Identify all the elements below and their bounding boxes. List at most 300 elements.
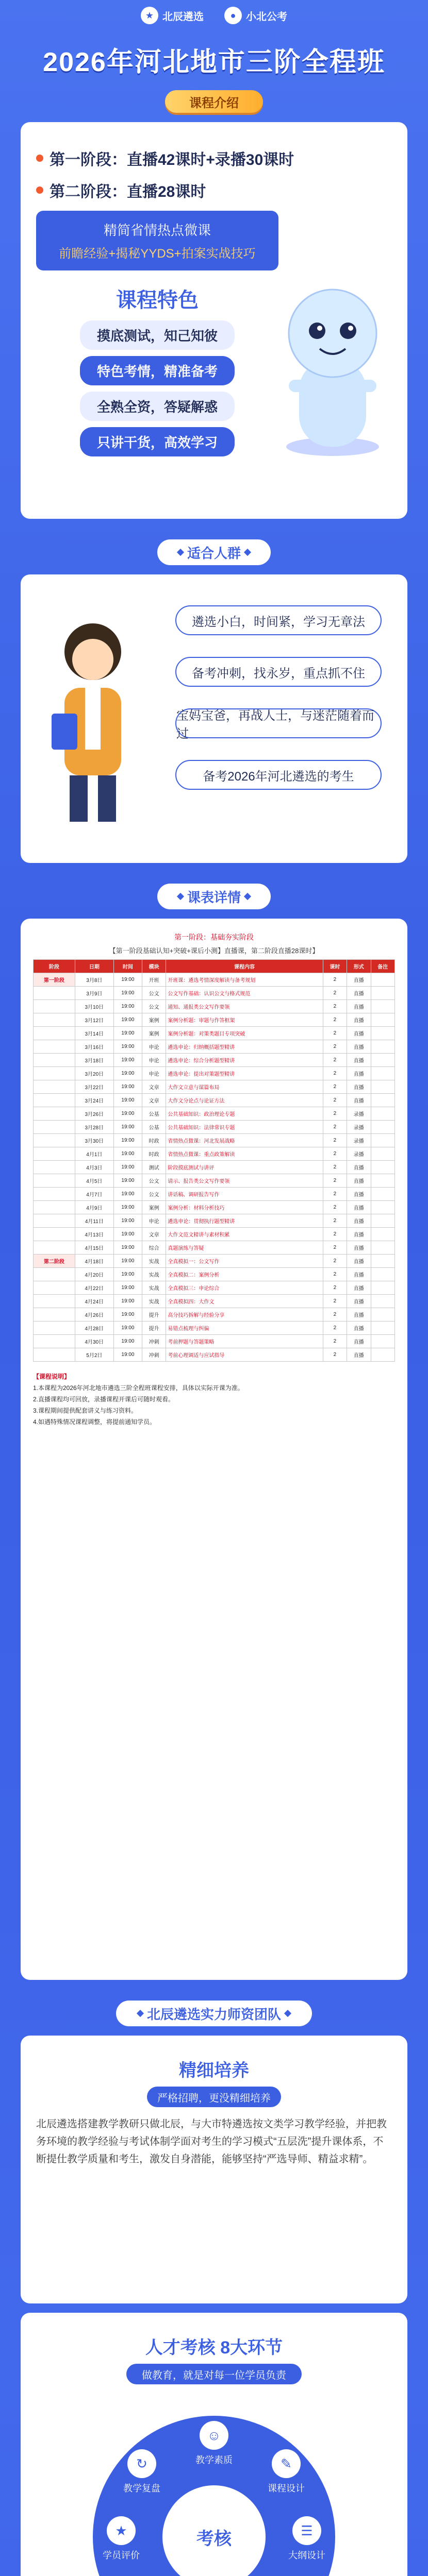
table-cell: 4月26日	[75, 1308, 113, 1321]
table-cell: 公基	[142, 1107, 166, 1121]
table-cell	[371, 1121, 395, 1134]
table-cell: 综合	[142, 1241, 166, 1255]
table-cell: 2	[323, 1161, 347, 1174]
table-cell: 提升	[142, 1321, 166, 1335]
table-cell: 直播	[347, 1161, 371, 1174]
table-cell	[34, 1013, 75, 1027]
table-cell: 易错点梳理与纠偏	[166, 1321, 323, 1335]
audience-item: 备考2026年河北遴选的考生	[175, 760, 382, 790]
table-cell	[34, 1228, 75, 1241]
stage-1-text: 第一阶段：直播42课时+录播30课时	[50, 151, 294, 168]
refresh-icon: ↻	[127, 2449, 156, 2478]
table-cell: 2	[323, 1214, 347, 1228]
table-cell: 2	[323, 1040, 347, 1054]
table-cell: 申论	[142, 1054, 166, 1067]
table-row	[34, 1013, 395, 1027]
table-cell	[34, 1348, 75, 1362]
team-sub: 严格招聘，更没精细培养	[147, 2087, 281, 2107]
table-row	[34, 1121, 395, 1134]
table-cell	[34, 1241, 75, 1255]
table-cell: 考前押题与答题策略	[166, 1335, 323, 1348]
table-row	[34, 1040, 395, 1054]
table-cell: 公共基础知识：法律常识专题	[166, 1121, 323, 1134]
section-label-intro: 课程介绍	[165, 90, 263, 113]
table-cell: 4月20日	[75, 1268, 113, 1281]
table-cell	[371, 1308, 395, 1321]
table-cell: 公文	[142, 1000, 166, 1013]
table-cell: 直播	[347, 1094, 371, 1107]
table-row	[34, 1268, 395, 1281]
table-cell: 直播	[347, 1174, 371, 1188]
table-cell: 19:00	[113, 1348, 142, 1362]
table-cell: 4月24日	[75, 1295, 113, 1308]
table-cell: 4月30日	[75, 1335, 113, 1348]
table-cell	[371, 1080, 395, 1094]
table-cell: 19:00	[113, 1295, 142, 1308]
table-cell: 实战	[142, 1281, 166, 1295]
table-cell: 3月18日	[75, 1054, 113, 1067]
table-cell: 19:00	[113, 1321, 142, 1335]
table-cell: 2	[323, 1174, 347, 1188]
table-cell: 直播	[347, 1080, 371, 1094]
table-cell	[34, 1027, 75, 1040]
table-header-cell: 模块	[142, 960, 166, 973]
table-cell: 2	[323, 1107, 347, 1121]
table-cell: 4月18日	[75, 1255, 113, 1268]
table-cell: 直播	[347, 1308, 371, 1321]
table-cell: 阶段摸底测试与讲评	[166, 1161, 323, 1174]
table-row	[34, 1228, 395, 1241]
table-cell	[34, 987, 75, 1000]
table-cell: 2	[323, 1121, 347, 1134]
table-cell: 19:00	[113, 1255, 142, 1268]
table-cell: 直播	[347, 1241, 371, 1255]
brand-name-2: 小北公考	[246, 11, 287, 23]
table-cell: 遴选申论：贯彻执行题型精讲	[166, 1214, 323, 1228]
wheel-title: 人才考核 8大环节	[145, 2338, 283, 2358]
table-cell	[371, 1188, 395, 1201]
table-row	[34, 1067, 395, 1080]
table-row	[34, 1255, 395, 1268]
table-cell	[371, 1107, 395, 1121]
table-cell: 19:00	[113, 1335, 142, 1348]
table-cell: 大作文分论点与论证方法	[166, 1094, 323, 1107]
table-cell: 3月28日	[75, 1121, 113, 1134]
table-cell: 直播	[347, 1295, 371, 1308]
table-row	[34, 1080, 395, 1094]
table-cell	[371, 1241, 395, 1255]
table-cell: 直播	[347, 1000, 371, 1013]
table-row	[34, 1054, 395, 1067]
table-cell	[34, 1107, 75, 1121]
table-cell: 直播	[347, 1188, 371, 1201]
table-cell: 第一阶段	[34, 973, 75, 987]
table-cell: 2	[323, 1094, 347, 1107]
table-row	[34, 1027, 395, 1040]
table-cell	[371, 1268, 395, 1281]
note-line: 3.课程期间提供配套讲义与练习资料。	[33, 1407, 138, 1414]
table-cell: 直播	[347, 1335, 371, 1348]
table-cell: 19:00	[113, 1080, 142, 1094]
table-cell: 3月9日	[75, 987, 113, 1000]
design-icon: ✎	[272, 2449, 301, 2478]
schedule-table	[33, 959, 395, 1362]
table-cell: 19:00	[113, 1161, 142, 1174]
table-cell: 讲话稿、调研报告写作	[166, 1188, 323, 1201]
feature-pill: 特色考情，精准备考	[80, 356, 235, 385]
note-line: 1.本课程为2026年河北地市遴选三阶全程班课程安排，具体以实际开课为准。	[33, 1384, 244, 1392]
table-cell: 2	[323, 1348, 347, 1362]
table-cell: 2	[323, 1308, 347, 1321]
feature-pill: 全熟全资，答疑解惑	[80, 392, 235, 421]
teacher-illustration	[41, 611, 144, 827]
table-cell	[34, 1174, 75, 1188]
table-row	[34, 1161, 395, 1174]
talent-wheel-card	[21, 2313, 407, 2576]
wheel-node: ✎ 课程设计	[258, 2449, 315, 2495]
table-cell: 5月2日	[75, 1348, 113, 1362]
table-cell: 申论	[142, 1067, 166, 1080]
diamond-icon	[137, 2010, 144, 2017]
table-cell: 全真模拟二：案例分析	[166, 1268, 323, 1281]
table-cell	[34, 1067, 75, 1080]
table-cell: 录播	[347, 1134, 371, 1147]
table-cell	[34, 1000, 75, 1013]
table-row	[34, 1281, 395, 1295]
table-cell: 2	[323, 1268, 347, 1281]
table-cell: 申论	[142, 1214, 166, 1228]
table-cell	[34, 1335, 75, 1348]
table-cell	[371, 1147, 395, 1161]
table-cell: 19:00	[113, 1027, 142, 1040]
table-header-cell: 课时	[323, 960, 347, 973]
note-line: 2.直播课程均可回放，录播课程开课后可随时观看。	[33, 1396, 175, 1403]
table-cell: 遴选申论：综合分析题型精讲	[166, 1054, 323, 1067]
table-cell: 真题演练与答疑	[166, 1241, 323, 1255]
table-cell: 直播	[347, 1040, 371, 1054]
table-row	[34, 1308, 395, 1321]
table-row	[34, 1107, 395, 1121]
table-cell: 大作文立意与谋篇布局	[166, 1080, 323, 1094]
table-cell: 19:00	[113, 1147, 142, 1161]
table-cell: 2	[323, 1188, 347, 1201]
table-row	[34, 973, 395, 987]
table-cell: 19:00	[113, 1228, 142, 1241]
table-cell: 3月16日	[75, 1040, 113, 1054]
table-row	[34, 1147, 395, 1161]
table-cell: 19:00	[113, 1067, 142, 1080]
table-cell: 4月1日	[75, 1147, 113, 1161]
table-cell: 19:00	[113, 1174, 142, 1188]
table-cell: 遴选申论：提出对策题型精讲	[166, 1067, 323, 1080]
schedule-notes	[33, 1371, 395, 1428]
table-row	[34, 1000, 395, 1013]
diamond-icon	[244, 893, 251, 900]
table-header-cell: 课程内容	[166, 960, 323, 973]
table-cell	[34, 1295, 75, 1308]
table-row	[34, 1348, 395, 1362]
table-cell	[34, 1094, 75, 1107]
table-cell	[371, 1054, 395, 1067]
table-cell: 文章	[142, 1094, 166, 1107]
audience-item: 宝妈宝爸，再战人士，与迷茫随着而过	[175, 708, 382, 738]
table-cell: 全真模拟四：大作文	[166, 1295, 323, 1308]
feature-title: 课程特色	[116, 289, 199, 312]
table-cell	[371, 1335, 395, 1348]
table-cell: 19:00	[113, 1013, 142, 1027]
table-cell	[34, 1281, 75, 1295]
table-row	[34, 1201, 395, 1214]
table-cell: 19:00	[113, 987, 142, 1000]
table-cell: 3月20日	[75, 1067, 113, 1080]
table-cell: 直播	[347, 1281, 371, 1295]
stage-1	[36, 147, 392, 170]
wheel-node: ★ 学员评价	[93, 2516, 150, 2562]
table-cell	[34, 1321, 75, 1335]
teacher-icon: ☺	[200, 2421, 228, 2450]
feature-pill: 只讲干货，高效学习	[80, 427, 235, 456]
table-cell	[34, 1188, 75, 1201]
table-cell: 19:00	[113, 1214, 142, 1228]
table-row	[34, 1241, 395, 1255]
wheel-node: ↻ 教学复盘	[113, 2449, 170, 2495]
table-cell: 4月13日	[75, 1228, 113, 1241]
table-cell: 直播	[347, 1013, 371, 1027]
table-cell: 录播	[347, 1107, 371, 1121]
brand-logo-beichen	[141, 7, 204, 24]
table-cell	[34, 1080, 75, 1094]
table-row	[34, 1094, 395, 1107]
section-label-text: 课表详情	[187, 889, 241, 905]
table-cell: 请示、报告类公文写作要领	[166, 1174, 323, 1188]
hot-topics-banner	[36, 211, 278, 270]
table-row	[34, 1295, 395, 1308]
table-row	[34, 1214, 395, 1228]
wheel-node: ☰ 大纲设计	[278, 2516, 335, 2562]
table-cell: 直播	[347, 1067, 371, 1080]
diamond-icon	[244, 549, 251, 556]
banner-line-1: 精简省情热点微课	[103, 223, 211, 238]
talent-wheel	[93, 2416, 335, 2576]
table-cell: 19:00	[113, 1094, 142, 1107]
table-cell: 大作文范文精讲与素材积累	[166, 1228, 323, 1241]
table-cell: 直播	[347, 1027, 371, 1040]
table-cell: 直播	[347, 1228, 371, 1241]
table-cell: 冲刺	[142, 1335, 166, 1348]
table-cell: 2	[323, 1013, 347, 1027]
diamond-icon	[177, 549, 184, 556]
table-cell: 2	[323, 973, 347, 987]
table-cell: 录播	[347, 1121, 371, 1134]
table-cell	[34, 1040, 75, 1054]
table-cell: 2	[323, 1201, 347, 1214]
table-cell: 2	[323, 1255, 347, 1268]
table-cell: 2	[323, 1000, 347, 1013]
table-cell: 2	[323, 1054, 347, 1067]
table-cell: 测试	[142, 1161, 166, 1174]
table-cell: 文章	[142, 1080, 166, 1094]
table-cell: 实战	[142, 1268, 166, 1281]
table-cell	[34, 1308, 75, 1321]
outline-icon: ☰	[292, 2516, 321, 2545]
table-cell: 公文	[142, 1174, 166, 1188]
table-cell: 2	[323, 987, 347, 1000]
table-cell	[371, 987, 395, 1000]
table-cell	[371, 1348, 395, 1362]
table-cell: 公文	[142, 987, 166, 1000]
table-cell: 全真模拟一：公文写作	[166, 1255, 323, 1268]
wheel-center-text: 考核	[196, 2529, 232, 2549]
table-cell: 4月7日	[75, 1188, 113, 1201]
table-cell: 2	[323, 1147, 347, 1161]
table-cell: 实战	[142, 1295, 166, 1308]
table-cell	[371, 1000, 395, 1013]
table-cell: 19:00	[113, 1040, 142, 1054]
table-header-cell: 备注	[371, 960, 395, 973]
table-cell	[371, 1281, 395, 1295]
schedule-subheading: 【第一阶段基础认知+突破+课后小测】直播课，第二阶段直播28课时】	[109, 947, 319, 955]
banner-line-2: 前瞻经验+揭秘YYDS+拍案实战技巧	[59, 247, 256, 261]
schedule-card	[21, 919, 407, 1980]
table-cell: 案例	[142, 1201, 166, 1214]
table-cell: 时政	[142, 1134, 166, 1147]
wheel-center	[162, 2485, 266, 2576]
table-cell	[371, 1228, 395, 1241]
table-cell: 开班	[142, 973, 166, 987]
table-cell: 19:00	[113, 1308, 142, 1321]
table-cell: 公文写作基础：认识公文与格式规范	[166, 987, 323, 1000]
table-cell: 3月10日	[75, 1000, 113, 1013]
wheel-sub: 做教育，就是对每一位学员负责	[126, 2364, 302, 2384]
note-line: 4.如遇特殊情况课程调整，将提前通知学员。	[33, 1418, 156, 1426]
table-cell: 直播	[347, 987, 371, 1000]
table-cell	[371, 1214, 395, 1228]
table-cell: 直播	[347, 973, 371, 987]
table-cell: 19:00	[113, 1241, 142, 1255]
table-cell: 2	[323, 1321, 347, 1335]
table-cell	[34, 1147, 75, 1161]
feature-pill: 摸底测试，知己知彼	[80, 320, 235, 350]
table-cell: 案例分析：材料分析技巧	[166, 1201, 323, 1214]
table-cell	[34, 1201, 75, 1214]
table-header-cell: 时间	[113, 960, 142, 973]
table-cell: 省情热点微课：重点政策解读	[166, 1147, 323, 1161]
table-cell: 全真模拟三：申论综合	[166, 1281, 323, 1295]
table-cell	[371, 1040, 395, 1054]
table-cell: 案例分析题：审题与作答框架	[166, 1013, 323, 1027]
table-cell: 时政	[142, 1147, 166, 1161]
table-cell	[34, 1134, 75, 1147]
table-cell	[371, 1201, 395, 1214]
table-cell: 直播	[347, 1255, 371, 1268]
table-cell: 4月11日	[75, 1214, 113, 1228]
table-cell: 4月15日	[75, 1241, 113, 1255]
intro-card	[21, 122, 407, 519]
table-cell: 直播	[347, 1348, 371, 1362]
xiaobei-logo-icon: ●	[224, 7, 242, 24]
table-cell: 3月8日	[75, 973, 113, 987]
team-title: 精细培养	[179, 2061, 249, 2080]
table-cell: 公共基础知识：政治理论专题	[166, 1107, 323, 1121]
beichen-logo-icon: ★	[141, 7, 158, 24]
section-label-audience	[157, 539, 271, 565]
table-cell: 3月24日	[75, 1094, 113, 1107]
table-cell: 直播	[347, 1321, 371, 1335]
table-cell: 文章	[142, 1228, 166, 1241]
table-cell	[34, 1268, 75, 1281]
table-cell: 实战	[142, 1255, 166, 1268]
table-cell: 高分技巧拆解与经验分享	[166, 1308, 323, 1321]
wheel-node: ☺ 教学素质	[186, 2421, 242, 2466]
table-cell: 申论	[142, 1040, 166, 1054]
table-cell: 公文	[142, 1188, 166, 1201]
table-cell: 案例	[142, 1013, 166, 1027]
table-cell	[371, 1295, 395, 1308]
table-cell: 19:00	[113, 973, 142, 987]
table-cell: 省情热点微课：河北发展战略	[166, 1134, 323, 1147]
stage-2-text: 第二阶段：直播28课时	[50, 183, 206, 200]
table-cell	[371, 1134, 395, 1147]
table-cell	[371, 1027, 395, 1040]
team-card	[21, 2036, 407, 2303]
table-cell	[34, 1161, 75, 1174]
diamond-icon	[284, 2010, 291, 2017]
mascot-illustration	[268, 277, 397, 462]
table-cell: 2	[323, 1080, 347, 1094]
notes-title: 【课程说明】	[33, 1373, 71, 1380]
table-cell	[371, 1161, 395, 1174]
table-cell: 冲刺	[142, 1348, 166, 1362]
brand-name-1: 北辰遴选	[162, 11, 204, 23]
table-cell	[371, 1255, 395, 1268]
star-icon: ★	[107, 2516, 136, 2545]
table-cell: 案例	[142, 1027, 166, 1040]
table-header-cell: 阶段	[34, 960, 75, 973]
table-cell: 直播	[347, 1214, 371, 1228]
table-cell	[371, 1174, 395, 1188]
table-cell: 4月3日	[75, 1161, 113, 1174]
table-cell	[371, 973, 395, 987]
table-cell: 3月12日	[75, 1013, 113, 1027]
table-cell: 4月9日	[75, 1201, 113, 1214]
table-cell: 3月30日	[75, 1134, 113, 1147]
table-cell: 遴选申论：归纳概括题型精讲	[166, 1040, 323, 1054]
table-row	[34, 1321, 395, 1335]
table-cell: 2	[323, 1241, 347, 1255]
table-cell: 录播	[347, 1147, 371, 1161]
table-cell: 2	[323, 1228, 347, 1241]
table-cell	[371, 1067, 395, 1080]
table-row	[34, 1188, 395, 1201]
top-bar	[0, 0, 428, 31]
table-row	[34, 1134, 395, 1147]
table-cell: 2	[323, 1281, 347, 1295]
table-cell: 19:00	[113, 1121, 142, 1134]
table-cell: 公基	[142, 1121, 166, 1134]
table-cell: 4月28日	[75, 1321, 113, 1335]
table-cell: 19:00	[113, 1281, 142, 1295]
table-cell: 3月14日	[75, 1027, 113, 1040]
table-cell: 19:00	[113, 1054, 142, 1067]
table-row	[34, 1174, 395, 1188]
table-cell: 直播	[347, 1201, 371, 1214]
table-cell: 案例分析题：对策类题目专项突破	[166, 1027, 323, 1040]
section-label-team	[116, 2001, 312, 2026]
table-cell: 19:00	[113, 1134, 142, 1147]
table-cell: 19:00	[113, 1107, 142, 1121]
table-row	[34, 1335, 395, 1348]
table-cell: 19:00	[113, 1188, 142, 1201]
